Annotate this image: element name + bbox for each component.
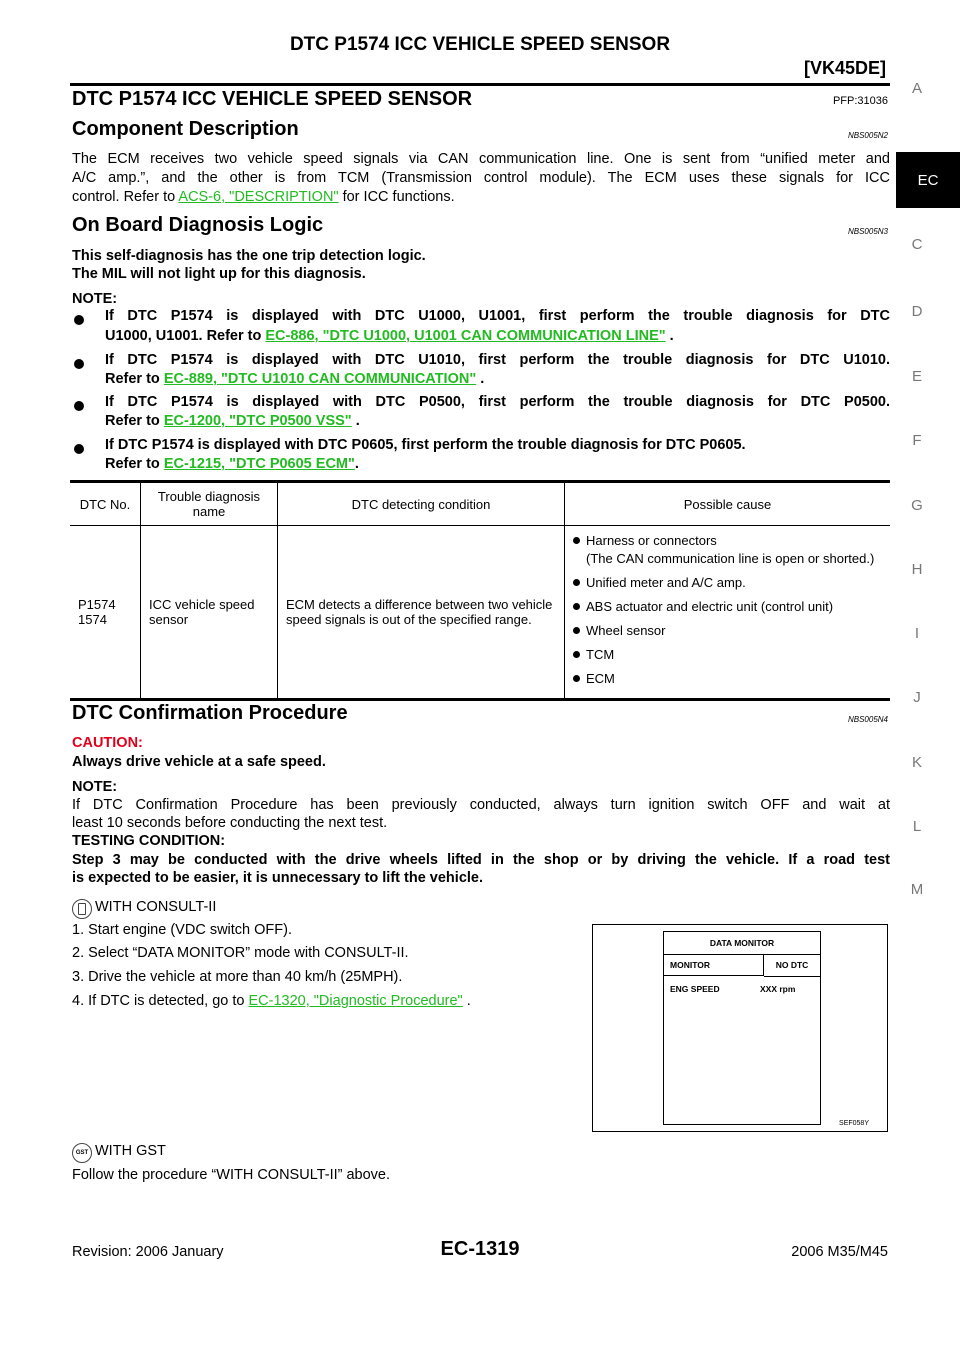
screen-monitor-label: MONITOR	[664, 954, 764, 976]
testing-label: TESTING CONDITION:	[72, 833, 226, 849]
obd-bullet-1	[74, 312, 84, 330]
obd-bullet-3-line2: Refer to EC-1200, "DTC P0500 VSS" .	[105, 413, 360, 429]
obd-bullet-2	[74, 356, 84, 374]
section-title: DTC P1574 ICC VEHICLE SPEED SENSOR	[72, 88, 473, 110]
footer-model: 2006 M35/M45	[791, 1244, 888, 1260]
ec1215-link[interactable]: EC-1215, "DTC P0605 ECM"	[163, 456, 355, 472]
obd-code: NBS005N3	[847, 227, 888, 236]
consult-screen	[663, 931, 821, 1125]
side-tab-d[interactable]: D	[911, 303, 923, 320]
page-header-title: DTC P1574 ICC VEHICLE SPEED SENSOR	[289, 34, 671, 55]
testing-line1: Step 3 may be conducted with the drive wheels lifted in the shop or by driving the vehicle. If a road test	[72, 852, 890, 868]
col-detecting-condition: DTC detecting condition	[278, 482, 565, 526]
step-1: 1. Start engine (VDC switch OFF).	[72, 922, 292, 938]
cause-item: Wheel sensor	[573, 622, 882, 640]
cause-item: Harness or connectors (The CAN communication line is open or shorted.)	[573, 532, 882, 568]
component-text-line3: control. Refer to ACS-6, "DESCRIPTION" for ICC functions.	[72, 189, 455, 205]
ec886-link[interactable]: EC-886, "DTC U1000, U1001 CAN COMMUNICATION LINE"	[265, 328, 666, 344]
testing-line2: is expected to be easier, it is unnecessary to lift the vehicle.	[72, 870, 483, 886]
cause-item: ABS actuator and electric unit (control unit)	[573, 598, 882, 616]
gst-title: WITH GST	[95, 1143, 166, 1159]
consult-tool-icon	[72, 899, 92, 919]
side-tab-e[interactable]: E	[911, 368, 922, 385]
gst-text: Follow the procedure “WITH CONSULT-II” above.	[72, 1167, 391, 1183]
obd-bullet-3-line1: If DTC P1574 is displayed with DTC P0500, first perform the trouble diagnosis for DTC P0500.	[105, 394, 890, 410]
note-label: NOTE:	[72, 779, 118, 795]
screen-value: XXX rpm	[760, 984, 796, 994]
col-dtc-no: DTC No.	[70, 482, 141, 526]
component-code: NBS005N2	[847, 131, 888, 140]
confirmation-code: NBS005N4	[847, 715, 888, 724]
obd-note-label: NOTE:	[72, 291, 118, 307]
acs-description-link[interactable]: ACS-6, "DESCRIPTION"	[178, 189, 339, 205]
obd-bullet-1-line1: If DTC P1574 is displayed with DTC U1000, U1001, first perform the trouble diagnosis for DTC	[105, 308, 890, 324]
side-tab-h[interactable]: H	[911, 561, 923, 578]
cause-item: TCM	[573, 646, 882, 664]
page-header-model: [VK45DE]	[803, 58, 886, 78]
note-line2: least 10 seconds before conducting the next test.	[72, 815, 388, 831]
caution-text: Always drive vehicle at a safe speed.	[72, 754, 326, 770]
step-2: 2. Select “DATA MONITOR” mode with CONSULT-II.	[72, 945, 409, 961]
ec1200-link[interactable]: EC-1200, "DTC P0500 VSS"	[163, 413, 352, 429]
side-tab-f[interactable]: F	[912, 432, 922, 449]
obd-bullet-4	[74, 441, 84, 459]
cell-possible-causes	[565, 526, 891, 700]
side-tab-k[interactable]: K	[911, 754, 922, 771]
table-header-row	[70, 482, 890, 526]
gst-icon: GST	[72, 1143, 92, 1163]
side-tab-i[interactable]: I	[914, 625, 920, 642]
col-possible-cause: Possible cause	[565, 482, 891, 526]
obd-line2: The MIL will not light up for this diagnosis.	[72, 266, 366, 282]
side-tab-m[interactable]: M	[910, 881, 924, 898]
cause-item: Unified meter and A/C amp.	[573, 574, 882, 592]
screen-item: ENG SPEED	[670, 984, 720, 994]
screen-title: DATA MONITOR	[664, 932, 820, 955]
component-text-line1: The ECM receives two vehicle speed signals via CAN communication line. One is sent from “unified meter and	[72, 151, 890, 167]
dtc-table	[70, 480, 890, 701]
figure-code: SEF058Y	[839, 1120, 869, 1127]
note-line1: If DTC Confirmation Procedure has been previously conducted, always turn ignition switch OFF and wait at	[72, 797, 890, 813]
obd-bullet-4-line1: If DTC P1574 is displayed with DTC P0605, first perform the trouble diagnosis for DTC P0605.	[105, 437, 746, 453]
confirmation-heading: DTC Confirmation Procedure	[72, 702, 348, 724]
step-4: 4. If DTC is detected, go to EC-1320, "Diagnostic Procedure" .	[72, 993, 471, 1009]
obd-bullet-2-line2: Refer to EC-889, "DTC U1010 CAN COMMUNICATION" .	[105, 371, 485, 387]
header-rule	[70, 83, 890, 86]
screen-no-dtc: NO DTC	[764, 954, 820, 977]
side-tab-ec[interactable]: EC	[896, 152, 960, 208]
cause-item: ECM	[573, 670, 882, 688]
side-tab-g[interactable]: G	[911, 497, 923, 514]
col-diagnosis-name: Trouble diagnosis name	[141, 482, 278, 526]
ec1320-link[interactable]: EC-1320, "Diagnostic Procedure"	[248, 993, 463, 1009]
step-3: 3. Drive the vehicle at more than 40 km/h (25MPH).	[72, 969, 403, 985]
caution-label: CAUTION:	[72, 735, 143, 751]
side-tab-j[interactable]: J	[913, 689, 921, 706]
side-tab-c[interactable]: C	[911, 236, 923, 253]
pfp-code: PFP:31036	[832, 95, 888, 107]
table-row	[70, 526, 890, 700]
footer-revision: Revision: 2006 January	[72, 1244, 224, 1260]
obd-bullet-4-line2: Refer to EC-1215, "DTC P0605 ECM".	[105, 456, 359, 472]
obd-heading: On Board Diagnosis Logic	[72, 214, 324, 236]
obd-line1: This self-diagnosis has the one trip detection logic.	[72, 248, 426, 264]
obd-bullet-3	[74, 398, 84, 416]
data-monitor-figure	[592, 924, 888, 1132]
cell-diagnosis-name: ICC vehicle speed sensor	[141, 526, 278, 700]
obd-bullet-1-line2: U1000, U1001. Refer to EC-886, "DTC U1000, U1001 CAN COMMUNICATION LINE" .	[105, 328, 674, 344]
component-text-line2: A/C amp.”, and the other is from TCM (Transmission control module). The ECM uses these signals for ICC	[72, 170, 890, 186]
consult-title: WITH CONSULT-II	[95, 899, 217, 915]
side-tab-a[interactable]: A	[911, 80, 922, 97]
obd-bullet-2-line1: If DTC P1574 is displayed with DTC U1010, first perform the trouble diagnosis for DTC U1010.	[105, 352, 890, 368]
cell-dtc-no: P1574 1574	[70, 526, 141, 700]
ec889-link[interactable]: EC-889, "DTC U1010 CAN COMMUNICATION"	[163, 371, 477, 387]
side-tab-l[interactable]: L	[912, 818, 922, 835]
component-heading: Component Description	[72, 118, 299, 140]
cell-detecting-condition: ECM detects a difference between two vehicle speed signals is out of the specified range.	[278, 526, 565, 700]
footer-page-number: EC-1319	[440, 1238, 520, 1260]
